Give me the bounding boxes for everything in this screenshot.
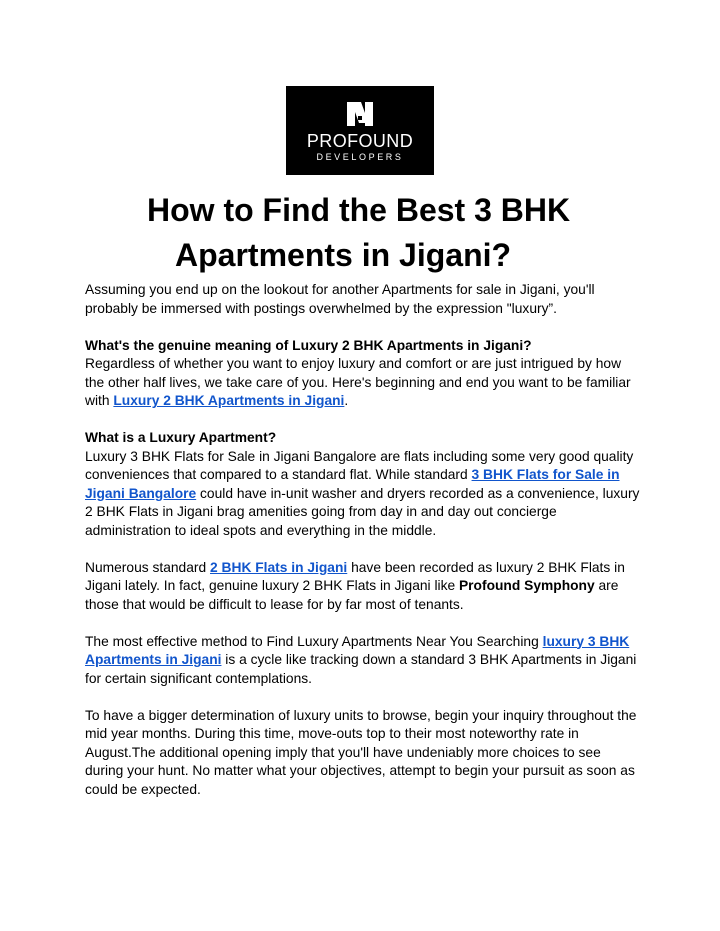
section-meaning	[85, 337, 640, 411]
paragraph-text: are those that would be difficult to lease for by far most of tenants.	[85, 578, 619, 612]
section-heading: What's the genuine meaning of Luxury 2 BHK Apartments in Jigani?	[85, 337, 532, 353]
paragraph-text: is a cycle like tracking down a standard 3 BHK Apartments in Jigani for certain significant contemplations.	[85, 652, 637, 686]
paragraph-timing: To have a bigger determination of luxury units to browse, begin your inquiry throughout the mid year months. During this time, move-outs top to their most noteworthy rate in August.The additional opening imply that you'll have undeniably more choices to see during your hunt. No matter what your objectives, attempt to begin your pursuit as soon as could be expected.	[85, 707, 637, 797]
logo-wordmark: PROFOUND	[306, 131, 414, 151]
paragraph-text: have been recorded as luxury 2 BHK Flats in Jigani lately. In fact, genuine luxury 2 BHK Flats in Jigani like	[85, 559, 625, 593]
paragraph-standard-flats	[85, 559, 640, 615]
page-title	[60, 188, 700, 278]
luxury-2bhk-link[interactable]: Luxury 2 BHK Apartments in Jigani	[113, 393, 345, 408]
section-text: could have in-unit washer and dryers recorded as a convenience, luxury 2 BHK Flats in Jigani brag amenities going from day in and day out concierge administration to ideal spots and everything in the middle.	[85, 485, 640, 538]
luxury-3bhk-link[interactable]: luxury 3 BHK Apartments in Jigani	[85, 633, 630, 667]
section-text: Regardless of whether you want to enjoy luxury and comfort or are just intrigued by how the other half lives, we take care of you. Here's beginning and end you want to be familiar with	[85, 356, 631, 408]
3bhk-flats-sale-link[interactable]: 3 BHK Flats for Sale in Jigani Bangalore	[85, 467, 620, 501]
paragraph-find-method	[85, 633, 640, 689]
section-text: Luxury 3 BHK Flats for Sale in Jigani Bangalore are flats including some very good quality conveniences that compared to a standard flat. While standard	[85, 448, 634, 482]
2bhk-flats-link[interactable]: 2 BHK Flats in Jigani	[210, 559, 348, 575]
title-line-1: How to Find the Best 3 BHK	[147, 192, 571, 228]
project-name: Profound Symphony	[458, 578, 595, 593]
intro-paragraph: Assuming you end up on the lookout for another Apartments for sale in Jigani, you'll probably be immersed with postings overwhelmed by the expression "luxury”.	[85, 282, 595, 316]
pd-monogram-icon	[345, 99, 375, 129]
article-body	[85, 281, 640, 818]
section-heading: What is a Luxury Apartment?	[85, 430, 277, 445]
title-line-2: Apartments in Jigani?	[175, 237, 512, 273]
paragraph-text: Numerous standard	[85, 559, 211, 575]
paragraph-text: The most effective method to Find Luxury Apartments Near You Searching	[85, 633, 543, 649]
section-text-end: .	[344, 393, 349, 408]
profound-developers-logo	[286, 86, 434, 175]
section-luxury-apartment	[85, 429, 640, 540]
logo-subtitle: DEVELOPERS	[316, 152, 404, 162]
